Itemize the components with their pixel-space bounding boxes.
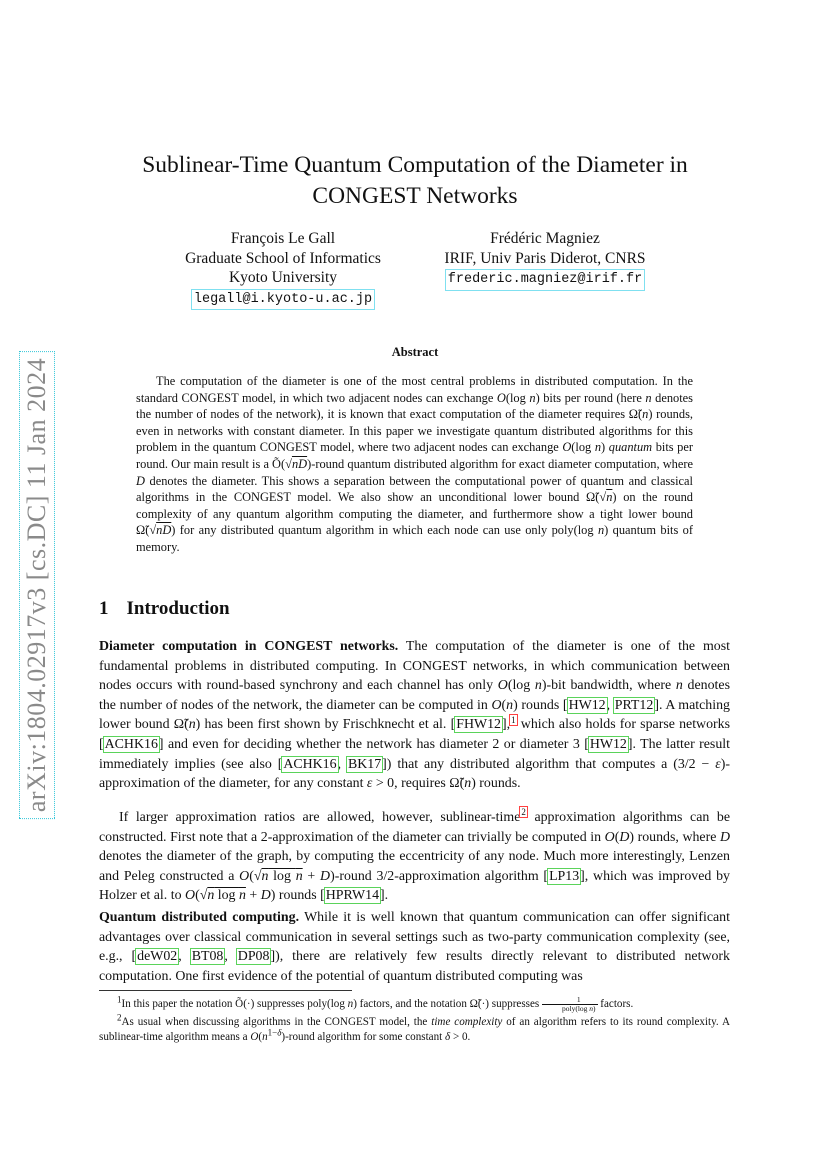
title-line-1: Sublinear-Time Quantum Computation of the Diameter in	[142, 152, 688, 178]
citation-link[interactable]: BK17	[347, 756, 382, 772]
citation-link[interactable]: BT08	[191, 949, 224, 965]
citation-link[interactable]: HW12	[568, 697, 606, 713]
author-name: Frédéric Magniez	[490, 230, 600, 247]
author-email-link[interactable]: frederic.magniez@irif.fr	[446, 270, 644, 290]
body-paragraph: Diameter computation in CONGEST networks. The computation of the diameter is one of the most fundamental problems in distributed computing. In CONGEST networks, in which communication between nodes occurs with round-based synchrony and each channel has only O(log n)-bit bandwidth, where n denotes the number of nodes of the network, the diameter can be computed in O(n) rounds [HW12, PRT12]. A matching lower bound Ω̃(n) has been first shown by Frischknecht et al. [FHW12],$^1$ which also holds for sparse networks [ACHK16] and even for deciding whether the network has diameter 2 or diameter 3 [HW12]. The latter result immediately implies (see also [ACHK16, BK17]) that any distributed algorithm that computes a (3/2 − ε)-approximation of the diameter, for any constant ε > 0, requires Ω̃(n) rounds.	[99, 639, 731, 792]
author-affiliation: IRIF, Univ Paris Diderot, CNRS	[444, 249, 646, 267]
footnote-link[interactable]: 1	[511, 714, 516, 725]
author-block-1	[165, 229, 401, 309]
paper-title	[100, 150, 730, 212]
citation-link[interactable]: ACHK16	[283, 756, 337, 772]
title-line-2: CONGEST Networks	[312, 183, 518, 209]
abstract-heading: Abstract	[391, 345, 439, 359]
citation-link[interactable]: DP08	[237, 949, 270, 965]
footnote-2: $^2$As usual when discussing algorithms in the CONGEST model, the time complexity of an algorithm refers to its round complexity. A sublinear-time algorithm means a $O(n^{1-\delta})$-round algorithm for some constant δ > 0.	[99, 1012, 730, 1043]
author-affiliation: Kyoto University	[228, 269, 338, 286]
author-block-2	[425, 229, 665, 290]
section-title: Introduction	[126, 598, 230, 619]
author-email-link[interactable]: legall@i.kyoto-u.ac.jp	[192, 290, 374, 310]
author-affiliation: Graduate School of Informatics	[185, 249, 381, 267]
paragraph-heading: Diameter computation in CONGEST networks.	[99, 639, 399, 654]
citation-link[interactable]: LP13	[549, 868, 580, 884]
footnote-rule	[99, 990, 352, 991]
citation-link[interactable]: deW02	[137, 949, 178, 965]
body-paragraph: If larger approximation ratios are allowed, however, sublinear-time$^2$ approximation algorithms can be constructed. First note that a 2-approximation of the diameter can trivially be computed in O(D) rounds, where D denotes the diameter of the graph, by computing the eccentricity of any node. Much more interestingly, Lenzen and Peleg constructed a O(√n log n + D)-round 3/2-approximation algorithm [LP13], which was improved by Holzer et al. to O(√n log n + D) rounds [HPRW14].	[99, 807, 731, 904]
citation-link[interactable]: PRT12	[614, 697, 654, 713]
section-number: 1	[99, 598, 109, 619]
paragraph-heading: Quantum distributed computing.	[99, 910, 300, 925]
citation-link[interactable]: HW12	[589, 736, 627, 752]
section-heading	[99, 598, 230, 620]
fraction: $\frac{1}{\text{poly(log n)}}$	[542, 996, 598, 1013]
citation-link[interactable]: ACHK16	[104, 736, 158, 752]
citation-link[interactable]: FHW12	[456, 717, 501, 733]
body-paragraph: Quantum distributed computing. While it is well known that quantum communication can offer significant advantages over classical communication in several settings such as two-party communication complexity (see, e.g., [deW02, BT08, DP08]), there are relatively few results directly relevant to distributed network computation. One first evidence of the potential of quantum distributed computing was	[99, 910, 730, 984]
citation-link[interactable]: HPRW14	[325, 888, 380, 904]
author-name: François Le Gall	[230, 230, 336, 247]
footnotes	[99, 996, 730, 1046]
arxiv-identifier[interactable]: arXiv:1804.02917v3 [cs.DC] 11 Jan 2024	[20, 352, 54, 818]
footnote-link[interactable]: 2	[521, 807, 526, 818]
footnote-1: $^1$In this paper the notation Õ(·) suppresses poly(log n) factors, and the notation Ω̃(·) suppresses $\frac{1}{\text{poly(log n)}}$ factors.	[117, 994, 634, 1013]
abstract-text: The computation of the diameter is one of the most central problems in distributed computation. In the standard CONGEST model, in which two adjacent nodes can exchange O(log n) bits per round (here n denotes the number of nodes of the network), it is known that exact computation of the diameter requires Ω̃(n) rounds, even in networks with constant diameter. In this paper we investigate quantum distributed algorithms for this problem in the quantum CONGEST model, where two adjacent nodes can exchange O(log n) quantum bits per round. Our main result is a Õ(√nD)-round quantum distributed algorithm for exact diameter computation, where D denotes the diameter. This shows a separation between the computational power of quantum and classical algorithms in the CONGEST model. We also show an unconditional lower bound Ω̃(√n) on the round complexity of any quantum algorithm computing the diameter, and furthermore show a tight lower bound Ω̃(√nD) for any distributed quantum algorithm in which each node can use only poly(log n) quantum bits of memory.	[136, 374, 694, 554]
